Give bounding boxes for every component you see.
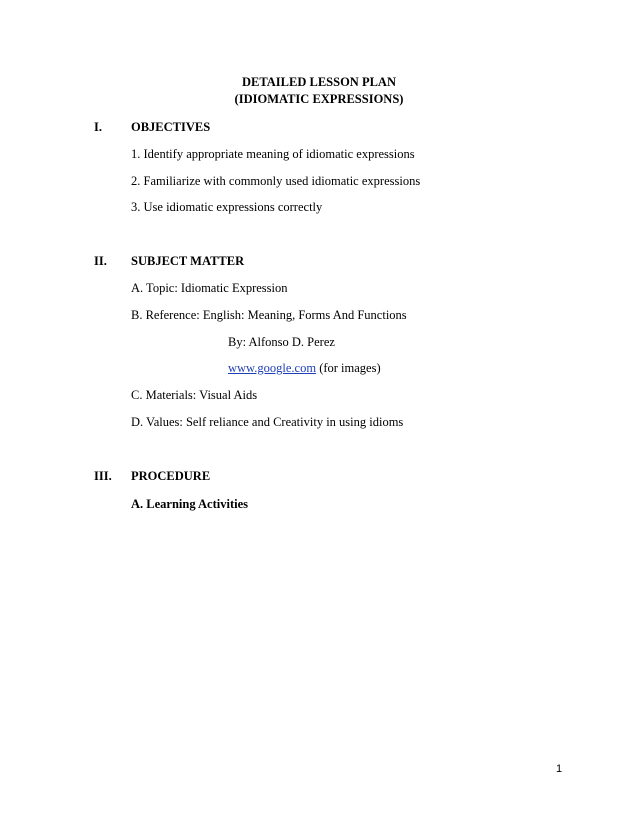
section-numeral-subject-matter: II. <box>94 254 107 268</box>
procedure-subheading: A. Learning Activities <box>131 497 249 511</box>
document-title-line2: (IDIOMATIC EXPRESSIONS) <box>234 92 404 106</box>
page-number: 1 <box>556 763 563 775</box>
subject-reference-author: By: Alfonso D. Perez <box>228 335 335 349</box>
objective-item-2: 2. Familiarize with commonly used idiomatic expressions <box>131 174 421 188</box>
section-heading-objectives: OBJECTIVES <box>131 120 211 134</box>
subject-topic: A. Topic: Idiomatic Expression <box>131 281 288 295</box>
subject-materials: C. Materials: Visual Aids <box>131 388 258 402</box>
objective-item-1: 1. Identify appropriate meaning of idiomatic expressions <box>131 147 415 161</box>
reference-link-suffix: (for images) <box>316 361 381 375</box>
section-heading-subject-matter: SUBJECT MATTER <box>131 254 245 268</box>
subject-values: D. Values: Self reliance and Creativity in using idioms <box>131 415 404 429</box>
section-numeral-objectives: I. <box>94 120 102 134</box>
subject-reference-link-line <box>228 362 381 375</box>
section-numeral-procedure: III. <box>94 469 112 483</box>
objective-item-3: 3. Use idiomatic expressions correctly <box>131 200 323 214</box>
section-heading-procedure: PROCEDURE <box>131 469 211 483</box>
subject-reference: B. Reference: English: Meaning, Forms And Functions <box>131 308 407 322</box>
document-title-line1: DETAILED LESSON PLAN <box>242 75 396 89</box>
reference-link[interactable]: www.google.com <box>228 361 317 375</box>
